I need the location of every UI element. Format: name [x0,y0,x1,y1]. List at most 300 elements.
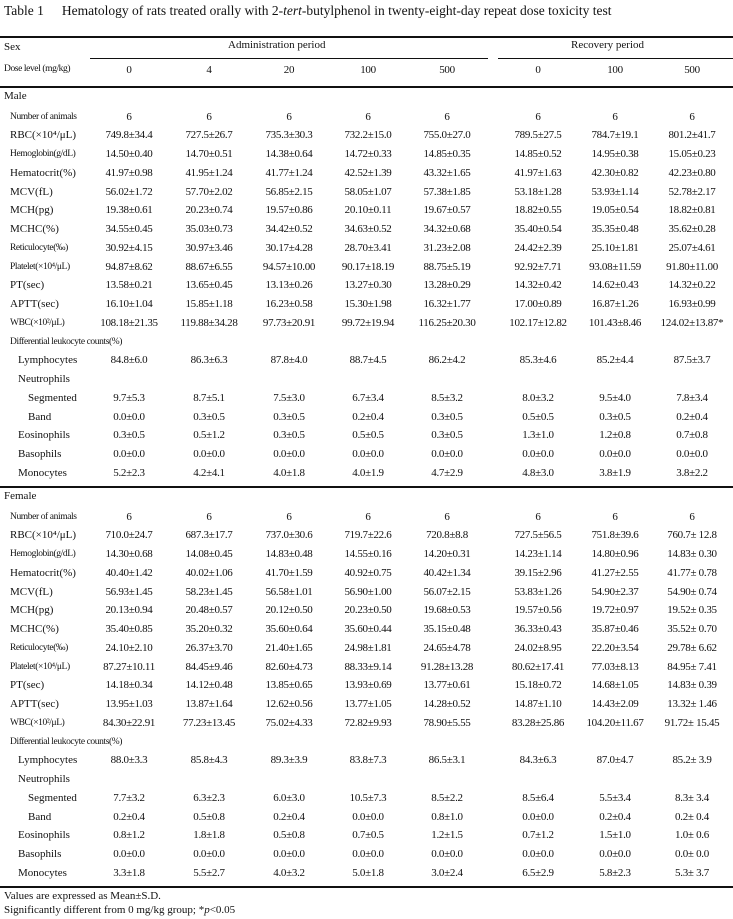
value-cell: 13.65±0.45 [185,279,233,292]
value-cell: 53.18±1.28 [514,185,562,198]
value-cell: 749.8±34.4 [105,129,153,142]
value-cell: 5.8±2.3 [599,866,631,879]
value-cell: 15.05±0.23 [668,148,716,160]
table-row [0,164,733,183]
row-label: Reticulocyte(‰) [10,642,68,653]
value-cell: 0.0±0.0 [431,848,463,860]
value-cell: 0.5±0.5 [352,429,384,442]
row-label: Segmented [28,791,77,804]
row-label: MCH(pg) [10,604,54,617]
value-cell: 6 [612,110,618,123]
value-cell: 14.85±0.35 [423,148,471,160]
row-label: RBC(×10⁴/μL) [10,529,77,542]
value-cell: 14.62±0.43 [591,279,639,292]
row-label: Neutrophils [18,373,70,385]
row-label: Hemoglobin(g/dL) [10,149,76,159]
value-cell: 34.63±0.52 [344,223,392,235]
row-label: Segmented [28,391,77,404]
value-cell: 13.85±0.65 [265,679,313,692]
value-cell: 13.58±0.21 [105,279,153,292]
value-cell: 13.87±1.64 [185,698,233,710]
value-cell: 54.90±2.37 [591,585,639,598]
footnote-p: p [204,904,210,916]
value-cell: 102.17±12.82 [509,316,567,329]
value-cell: 85.2± 3.9 [672,754,712,767]
value-cell: 751.8±39.6 [591,529,639,542]
value-cell: 0.0±0.0 [193,448,225,460]
value-cell: 8.3± 3.4 [675,791,709,804]
value-cell: 9.7±5.3 [113,391,145,404]
table-row [0,639,733,658]
value-cell: 720.8±8.8 [426,529,468,542]
value-cell: 5.5±2.7 [193,866,225,879]
value-cell: 58.23±1.45 [185,585,233,598]
value-cell: 14.83± 0.30 [667,548,717,560]
row-label: Monocytes [18,466,67,479]
value-cell: 53.93±1.14 [591,185,639,198]
value-cell: 16.10±1.04 [105,298,153,310]
row-label: Differential leukocyte counts(%) [10,336,123,347]
dose-header-cell: 500 [439,64,455,76]
value-cell: 91.28±13.28 [420,660,474,673]
value-cell: 19.52± 0.35 [667,604,717,617]
value-cell: 14.23±1.14 [514,548,562,560]
value-cell: 56.07±2.15 [423,585,471,598]
table-row [0,695,733,714]
value-cell: 789.5±27.5 [514,129,562,142]
value-cell: 86.2±4.2 [428,354,466,367]
value-cell: 3.0±2.4 [431,866,463,879]
value-cell: 13.13±0.26 [265,279,313,292]
footnote-significance [4,904,235,916]
value-cell: 91.80±11.00 [666,260,718,273]
row-label: Band [28,410,52,423]
row-label: WBC(×10²/μL) [10,317,65,328]
value-cell: 56.85±2.15 [265,185,313,198]
value-cell: 77.23±13.45 [182,716,236,729]
row-label: Number of animals [10,111,77,122]
value-cell: 0.8±1.2 [113,829,145,842]
value-cell: 25.10±1.81 [591,241,639,254]
value-cell: 54.90± 0.74 [667,585,717,598]
value-cell: 87.27±10.11 [103,660,155,673]
row-label: Basophils [18,848,62,860]
value-cell: 14.30±0.68 [105,548,153,560]
value-cell: 84.30±22.91 [102,716,156,729]
value-cell: 732.2±15.0 [344,129,392,142]
title-text-before: Hematology of rats treated orally with 2- [61,3,284,18]
footnote-threshold: <0.05 [209,904,236,916]
value-cell: 19.38±0.61 [105,204,153,217]
value-cell: 35.87±0.46 [591,623,639,635]
value-cell: 41.70±1.59 [265,566,313,579]
dose-header-row [0,61,733,80]
bottom-rule [0,886,733,888]
value-cell: 3.8±1.9 [599,466,631,479]
value-cell: 19.57±0.56 [514,604,562,617]
value-cell: 8.7±5.1 [193,391,225,404]
table-row [0,770,733,789]
value-cell: 0.0±0.0 [352,810,384,823]
table-row [0,464,733,483]
table-title [4,3,612,19]
dose-header-cell: 20 [283,64,295,76]
value-cell: 29.78± 6.62 [667,641,717,654]
value-cell: 4.0±1.9 [352,466,384,479]
value-cell: 88.33±9.14 [344,660,392,673]
value-cell: 97.73±20.91 [262,316,316,329]
value-cell: 735.3±30.3 [265,129,313,142]
value-cell: 0.3±0.5 [599,410,631,423]
value-cell: 35.35±0.48 [591,223,639,235]
value-cell: 0.3±0.5 [273,410,305,423]
value-cell: 87.8±4.0 [270,354,308,367]
header-rule [0,86,733,88]
value-cell: 14.83± 0.39 [667,679,717,692]
administration-period-header: Administration period [228,39,326,51]
value-cell: 6.3±2.3 [193,791,225,804]
row-label: RBC(×10⁴/μL) [10,129,77,142]
value-cell: 0.0±0.0 [352,848,384,860]
value-cell: 1.2±1.5 [431,829,463,842]
row-label: Differential leukocyte counts(%) [10,736,123,747]
value-cell: 0.0±0.0 [113,410,145,423]
row-label: MCH(pg) [10,204,54,217]
value-cell: 5.2±2.3 [113,466,145,479]
value-cell: 91.72± 15.45 [664,716,720,729]
value-cell: 35.60±0.44 [344,623,392,635]
value-cell: 6 [365,110,371,123]
row-label: Platelet(×10⁴/μL) [10,261,70,272]
value-cell: 35.20±0.32 [185,623,233,635]
row-label: MCV(fL) [10,185,53,198]
value-cell: 20.13±0.94 [105,604,153,617]
value-cell: 43.32±1.65 [423,166,471,179]
value-cell: 39.15±2.96 [514,566,562,579]
value-cell: 6 [286,510,292,523]
value-cell: 35.15±0.48 [423,623,471,635]
value-cell: 89.3±3.9 [270,754,308,767]
value-cell: 88.7±4.5 [349,354,387,367]
value-cell: 8.0±3.2 [522,391,554,404]
value-cell: 0.0±0.0 [193,848,225,860]
row-label: Eosinophils [18,829,70,842]
row-label: PT(sec) [10,679,45,692]
value-cell: 5.3± 3.7 [675,866,709,879]
value-cell: 0.0±0.0 [522,810,554,823]
dose-header-cell: 500 [684,64,700,76]
value-cell: 82.60±4.73 [265,660,313,673]
value-cell: 14.50±0.40 [105,148,153,160]
value-cell: 35.40±0.54 [514,223,562,235]
value-cell: 784.7±19.1 [591,129,639,142]
value-cell: 6 [444,510,450,523]
value-cell: 40.42±1.34 [423,566,471,579]
value-cell: 78.90±5.55 [423,716,471,729]
value-cell: 6 [444,110,450,123]
table-row [0,601,733,620]
value-cell: 116.25±20.30 [418,316,476,329]
value-cell: 14.32±0.22 [668,279,716,292]
value-cell: 14.38±0.64 [265,148,313,160]
row-label: Hematocrit(%) [10,166,76,179]
value-cell: 16.87±1.26 [591,298,639,310]
table-row [0,583,733,602]
value-cell: 99.72±19.94 [341,316,395,329]
value-cell: 14.87±1.10 [514,698,562,710]
table-row [0,183,733,202]
value-cell: 15.30±1.98 [344,298,392,310]
value-cell: 6 [689,510,695,523]
table-row [0,126,733,145]
value-cell: 52.78±2.17 [668,185,716,198]
row-label: APTT(sec) [10,298,59,310]
value-cell: 35.52± 0.70 [667,623,717,635]
value-cell: 0.3±0.5 [113,429,145,442]
table-row [0,826,733,845]
table-row [0,564,733,583]
value-cell: 87.0±4.7 [596,754,634,767]
sex-label: Male [4,90,27,102]
value-cell: 9.5±4.0 [599,391,631,404]
value-cell: 0.2±0.4 [352,410,384,423]
value-cell: 35.40±0.85 [105,623,153,635]
value-cell: 0.8±1.0 [431,810,463,823]
value-cell: 88.75±5.19 [423,260,471,273]
value-cell: 41.97±1.63 [514,166,562,179]
value-cell: 0.0±0.0 [352,448,384,460]
row-label: Hemoglobin(g/dL) [10,549,76,559]
value-cell: 20.12±0.50 [265,604,313,617]
value-cell: 25.07±4.61 [668,241,716,254]
value-cell: 86.5±3.1 [428,754,466,767]
table-row [0,201,733,220]
table-row [0,545,733,564]
dose-header-cell: 0 [126,64,132,76]
value-cell: 31.23±2.08 [423,241,471,254]
value-cell: 7.8±3.4 [676,391,708,404]
value-cell: 41.97±0.98 [105,166,153,179]
value-cell: 6.0±3.0 [273,791,305,804]
table-row [0,658,733,677]
value-cell: 75.02±4.33 [265,716,313,729]
value-cell: 6.5±2.9 [522,866,554,879]
table-row [0,370,733,389]
table-row [0,314,733,333]
value-cell: 41.27±2.55 [591,566,639,579]
value-cell: 16.32±1.77 [423,298,471,310]
value-cell: 34.55±0.45 [105,223,153,235]
value-cell: 0.7±0.5 [352,829,384,842]
value-cell: 6 [689,110,695,123]
value-cell: 35.60±0.64 [265,623,313,635]
table-row [0,864,733,883]
value-cell: 42.52±1.39 [344,166,392,179]
value-cell: 4.8±3.0 [522,466,554,479]
value-cell: 760.7± 12.8 [667,529,717,542]
value-cell: 0.7±1.2 [522,829,554,842]
value-cell: 1.3±1.0 [522,429,554,442]
table-row [0,258,733,277]
value-cell: 13.27±0.30 [344,279,392,292]
value-cell: 40.92±0.75 [344,566,392,579]
table-row [0,508,733,527]
table-row [0,108,733,127]
value-cell: 12.62±0.56 [265,698,313,710]
table-row [0,526,733,545]
value-cell: 687.3±17.7 [185,529,233,542]
value-cell: 1.0± 0.6 [675,829,709,842]
value-cell: 8.5±6.4 [522,791,554,804]
value-cell: 84.3±6.3 [519,754,557,767]
value-cell: 53.83±1.26 [514,585,562,598]
value-cell: 84.45±9.46 [185,660,233,673]
table-row [0,733,733,752]
value-cell: 4.2±4.1 [193,466,225,479]
value-cell: 14.20±0.31 [423,548,471,560]
title-text-after: -butylphenol in twenty-eight-day repeat dose toxicity test [301,3,612,18]
value-cell: 40.40±1.42 [105,566,153,579]
dose-header-cell: 0 [535,64,541,76]
value-cell: 727.5±26.7 [185,129,233,142]
top-rule [0,36,733,38]
table-row [0,751,733,770]
value-cell: 0.0±0.0 [273,448,305,460]
value-cell: 14.43±2.09 [591,698,639,710]
value-cell: 6 [206,110,212,123]
value-cell: 93.08±11.59 [589,260,641,273]
row-label: Neutrophils [18,773,70,785]
value-cell: 7.7±3.2 [113,791,145,804]
value-cell: 90.17±18.19 [341,260,395,273]
value-cell: 30.97±3.46 [185,241,233,254]
value-cell: 0.2±0.4 [676,410,708,423]
value-cell: 119.88±34.28 [180,316,238,329]
row-label: Monocytes [18,866,67,879]
row-label: MCHC(%) [10,623,59,635]
value-cell: 6 [286,110,292,123]
value-cell: 0.0±0.0 [599,448,631,460]
row-label: Lymphocytes [18,754,78,767]
recovery-span-rule [498,58,733,59]
value-cell: 86.3±6.3 [190,354,228,367]
value-cell: 56.58±1.01 [265,585,313,598]
value-cell: 13.77±0.61 [423,679,471,692]
footnote-significance-text: Significantly different from 0 mg/kg group; * [4,904,205,916]
value-cell: 24.65±4.78 [423,641,471,654]
table-row [0,145,733,164]
table-row [0,808,733,827]
value-cell: 13.28±0.29 [423,279,471,292]
value-cell: 20.23±0.74 [185,204,233,217]
value-cell: 34.42±0.52 [265,223,313,235]
value-cell: 83.8±7.3 [349,754,387,767]
row-label: Lymphocytes [18,354,78,367]
value-cell: 34.32±0.68 [423,223,471,235]
value-cell: 0.5±0.8 [273,829,305,842]
value-cell: 14.68±1.05 [591,679,639,692]
value-cell: 5.5±3.4 [599,791,631,804]
value-cell: 0.7±0.8 [676,429,708,442]
row-label: Reticulocyte(‰) [10,242,68,253]
table-row [0,714,733,733]
value-cell: 0.2±0.4 [113,810,145,823]
value-cell: 0.0±0.0 [113,448,145,460]
value-cell: 710.0±24.7 [105,529,153,542]
value-cell: 6 [126,510,132,523]
value-cell: 19.67±0.57 [423,204,471,217]
administration-span-rule [90,58,488,59]
value-cell: 56.90±1.00 [344,585,392,598]
value-cell: 16.23±0.58 [265,298,313,310]
value-cell: 85.8±4.3 [190,754,228,767]
table-row [0,789,733,808]
table-row [0,426,733,445]
recovery-period-header: Recovery period [571,39,644,51]
value-cell: 124.02±13.87* [660,316,724,329]
value-cell: 727.5±56.5 [514,529,562,542]
table-row [0,276,733,295]
value-cell: 737.0±30.6 [265,529,313,542]
value-cell: 0.5±1.2 [193,429,225,442]
value-cell: 20.23±0.50 [344,604,392,617]
row-label: APTT(sec) [10,698,59,710]
value-cell: 0.0±0.0 [431,448,463,460]
value-cell: 35.03±0.73 [185,223,233,235]
value-cell: 88.0±3.3 [110,754,148,767]
value-cell: 14.32±0.42 [514,279,562,292]
value-cell: 42.23±0.80 [668,166,716,179]
table-row [0,239,733,258]
value-cell: 19.72±0.97 [591,604,639,617]
value-cell: 13.93±0.69 [344,679,392,692]
value-cell: 0.0±0.0 [676,448,708,460]
value-cell: 40.02±1.06 [185,566,233,579]
row-label: Basophils [18,448,62,460]
footnote-values: Values are expressed as Mean±S.D. [4,890,161,902]
dose-header-cell: 100 [607,64,623,76]
value-cell: 108.18±21.35 [100,316,158,329]
value-cell: 0.5±0.5 [522,410,554,423]
table-row [0,295,733,314]
table-row [0,445,733,464]
value-cell: 15.18±0.72 [514,679,562,692]
value-cell: 6 [126,110,132,123]
value-cell: 0.3±0.5 [193,410,225,423]
value-cell: 24.02±8.95 [514,641,562,654]
value-cell: 92.92±7.71 [514,260,562,273]
value-cell: 0.2±0.4 [273,810,305,823]
value-cell: 80.62±17.41 [511,660,565,673]
value-cell: 801.2±41.7 [668,129,716,142]
value-cell: 35.62±0.28 [668,223,716,235]
value-cell: 19.68±0.53 [423,604,471,617]
value-cell: 15.85±1.18 [185,298,233,310]
row-label: Band [28,810,52,823]
row-label: Number of animals [10,511,77,522]
value-cell: 22.20±3.54 [591,641,639,654]
table-row [0,676,733,695]
value-cell: 88.67±6.55 [185,260,233,273]
value-cell: 94.57±10.00 [262,260,316,273]
value-cell: 6 [535,510,541,523]
value-cell: 84.8±6.0 [110,354,148,367]
value-cell: 6 [206,510,212,523]
row-label: MCHC(%) [10,223,59,235]
value-cell: 14.85±0.52 [514,148,562,160]
value-cell: 6 [365,510,371,523]
value-cell: 13.77±1.05 [344,698,392,710]
